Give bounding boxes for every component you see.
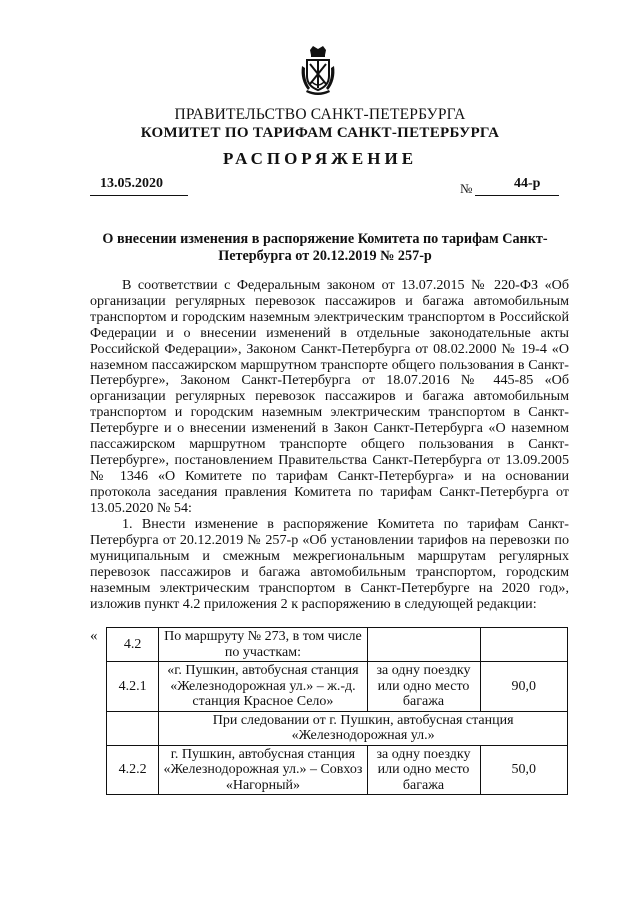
document-type: РАСПОРЯЖЕНИЕ	[222, 149, 418, 168]
section-heading-cell: При следовании от г. Пушкин, автобусная станция «Железнодорожная ул.»	[159, 711, 568, 745]
row-number: 4.2	[107, 628, 159, 662]
committee-title: КОМИТЕТ ПО ТАРИФАМ САНКТ-ПЕТЕРБУРГА	[140, 125, 500, 141]
document-subject: О внесении изменения в распоряжение Комитета по тарифам Санкт-Петербурга от 20.12.2019 № 257-р	[102, 231, 548, 264]
clause-1-paragraph: 1. Внести изменение в распоряжение Комитета по тарифам Санкт-Петербурга от 20.12.2019 № 257-р «Об установлении тарифов на перевозки по муниципальным и смежным межрегиональным маршрутам регулярных перевозок пассажиров и багажа автомобильным транспортом, городским наземным электрическим транспортом в Санкт-Петербурге на 2020 год», изложив пункт 4.2 приложения 2 к распоряжению в следующей редакции:	[90, 516, 569, 612]
table-row	[107, 745, 568, 795]
number-sign: №	[460, 181, 473, 196]
unit-cell: за одну поездку или одно место багажа	[367, 662, 480, 712]
preamble-paragraph: В соответствии с Федеральным законом от 13.07.2015 № 220-ФЗ «Об организации регулярных перевозок пассажиров и багажа автомобильным транспортом и городским наземным электрическим транспортом в Российской Федерации и о внесении изменений в отдельные законодательные акты Российской Федерации», Законом Санкт-Петербурга от 08.02.2000 № 19-4 «О наземном пассажирском маршрутном транспорте общего пользования в Санкт-Петербурге», Законом Санкт-Петербурга от 18.07.2016 № 445-85 «Об организации регулярных перевозок пассажиров и багажа автомобильным транспортом и городским наземным электрическим транспортом в Санкт-Петербурге и о внесении изменений в Закон Санкт-Петербурга «О наземном пассажирском маршрутном транспорте общего пользования в Санкт-Петербурге», постановлением Правительства Санкт-Петербурга от 13.09.2005 № 1346 «О Комитете по тарифам Санкт-Петербурга» и на основании протокола заседания правления Комитета по тарифам Санкт-Петербурга от 13.05.2020 № 54:	[90, 277, 569, 516]
date-underline	[90, 195, 188, 196]
coat-of-arms-icon	[298, 46, 338, 98]
row-number: 4.2.2	[107, 745, 159, 795]
unit-cell	[367, 628, 480, 662]
document-number: 44-р	[514, 176, 541, 191]
empty-cell	[107, 711, 159, 745]
document-date: 13.05.2020	[100, 176, 163, 191]
price-cell: 90,0	[480, 662, 568, 712]
price-cell: 50,0	[480, 745, 568, 795]
table-row	[107, 711, 568, 745]
unit-cell: за одну поездку или одно место багажа	[367, 745, 480, 795]
tariff-table	[106, 627, 568, 795]
route-cell: г. Пушкин, автобусная станция «Железнодорожная ул.» – Совхоз «Нагорный»	[159, 745, 367, 795]
route-cell: По маршруту № 273, в том числе по участкам:	[159, 628, 367, 662]
route-cell: «г. Пушкин, автобусная станция «Железнодорожная ул.» – ж.-д. станция Красное Село»	[159, 662, 367, 712]
number-underline	[475, 195, 559, 196]
price-cell	[480, 628, 568, 662]
government-title: ПРАВИТЕЛЬСТВО САНКТ-ПЕТЕРБУРГА	[174, 106, 466, 123]
row-number: 4.2.1	[107, 662, 159, 712]
table-row	[107, 628, 568, 662]
table-row	[107, 662, 568, 712]
opening-quote: «	[90, 628, 98, 644]
